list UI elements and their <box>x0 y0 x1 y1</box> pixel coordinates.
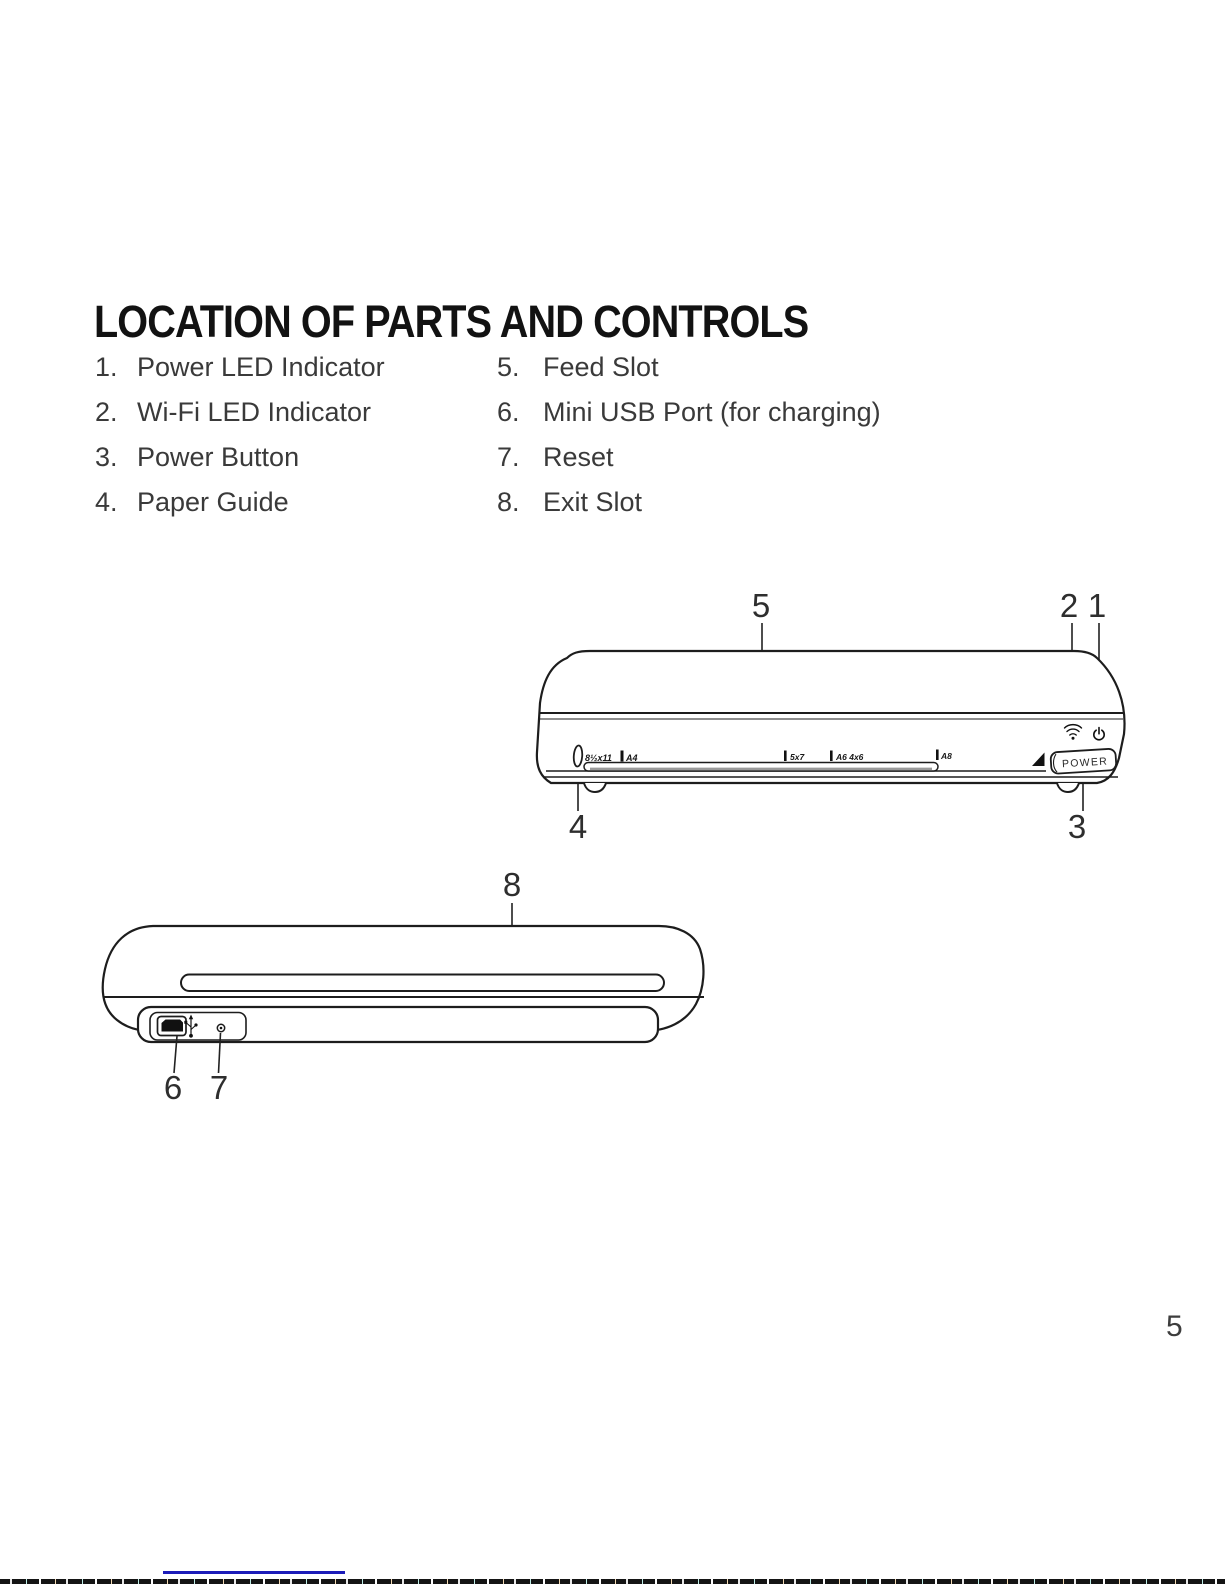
callout-number-usb-port: 6 <box>163 1069 183 1106</box>
marking-a8: A8 <box>941 751 952 761</box>
device-front-illustration <box>520 585 1140 845</box>
device-back-illustration <box>90 858 720 1110</box>
marking-a4: A4 <box>626 753 638 763</box>
callout-number-feed-slot: 5 <box>751 587 771 624</box>
page-title: LOCATION OF PARTS AND CONTROLS <box>94 296 809 347</box>
list-item-number: 2. <box>95 397 118 427</box>
marking-tick <box>621 751 624 762</box>
list-item-label: Reset <box>543 442 614 472</box>
exit-slot <box>181 975 664 992</box>
callout-number-paper-guide: 4 <box>568 808 588 845</box>
marking-tick <box>784 751 787 762</box>
callout-number-reset: 7 <box>209 1069 229 1106</box>
list-item-number: 7. <box>497 442 520 472</box>
power-button <box>1050 749 1116 774</box>
marking-5x7: 5x7 <box>790 752 805 762</box>
list-item-number: 8. <box>497 487 520 517</box>
callout-number-exit-slot: 8 <box>502 866 522 903</box>
page-number: 5 <box>1166 1310 1183 1343</box>
list-item-number: 4. <box>95 487 118 517</box>
marking-tick <box>936 750 939 761</box>
list-item-number: 5. <box>497 352 520 382</box>
callout-number-power-button: 3 <box>1067 808 1087 845</box>
list-item-label: Feed Slot <box>543 352 659 382</box>
device-foot <box>1057 783 1079 792</box>
reset-hole <box>217 1024 224 1031</box>
device-foot <box>584 783 606 792</box>
list-item-label: Paper Guide <box>137 487 289 517</box>
list-item-label: Mini USB Port (for charging) <box>543 397 881 427</box>
power-button-label: POWER <box>1061 755 1109 771</box>
paper-guide <box>573 745 583 767</box>
list-item-number: 3. <box>95 442 118 472</box>
scan-edge-dashed-line <box>0 1579 1225 1584</box>
list-item-label: Wi-Fi LED Indicator <box>137 397 372 427</box>
list-item-label: Exit Slot <box>543 487 643 517</box>
scan-artifact-blue-line <box>163 1571 345 1574</box>
list-item-label: Power Button <box>137 442 300 472</box>
callout-number-power-led: 1 <box>1087 587 1107 624</box>
marking-letter-size: 8½x11 <box>585 753 612 763</box>
list-item-label: Power LED Indicator <box>137 352 385 382</box>
marking-tick <box>830 751 833 762</box>
marking-a6-4x6: A6 4x6 <box>836 752 864 762</box>
list-item-number: 1. <box>95 352 118 382</box>
callout-number-wifi-led: 2 <box>1059 587 1079 624</box>
list-item-number: 6. <box>497 397 520 427</box>
mini-usb-port <box>158 1017 187 1036</box>
